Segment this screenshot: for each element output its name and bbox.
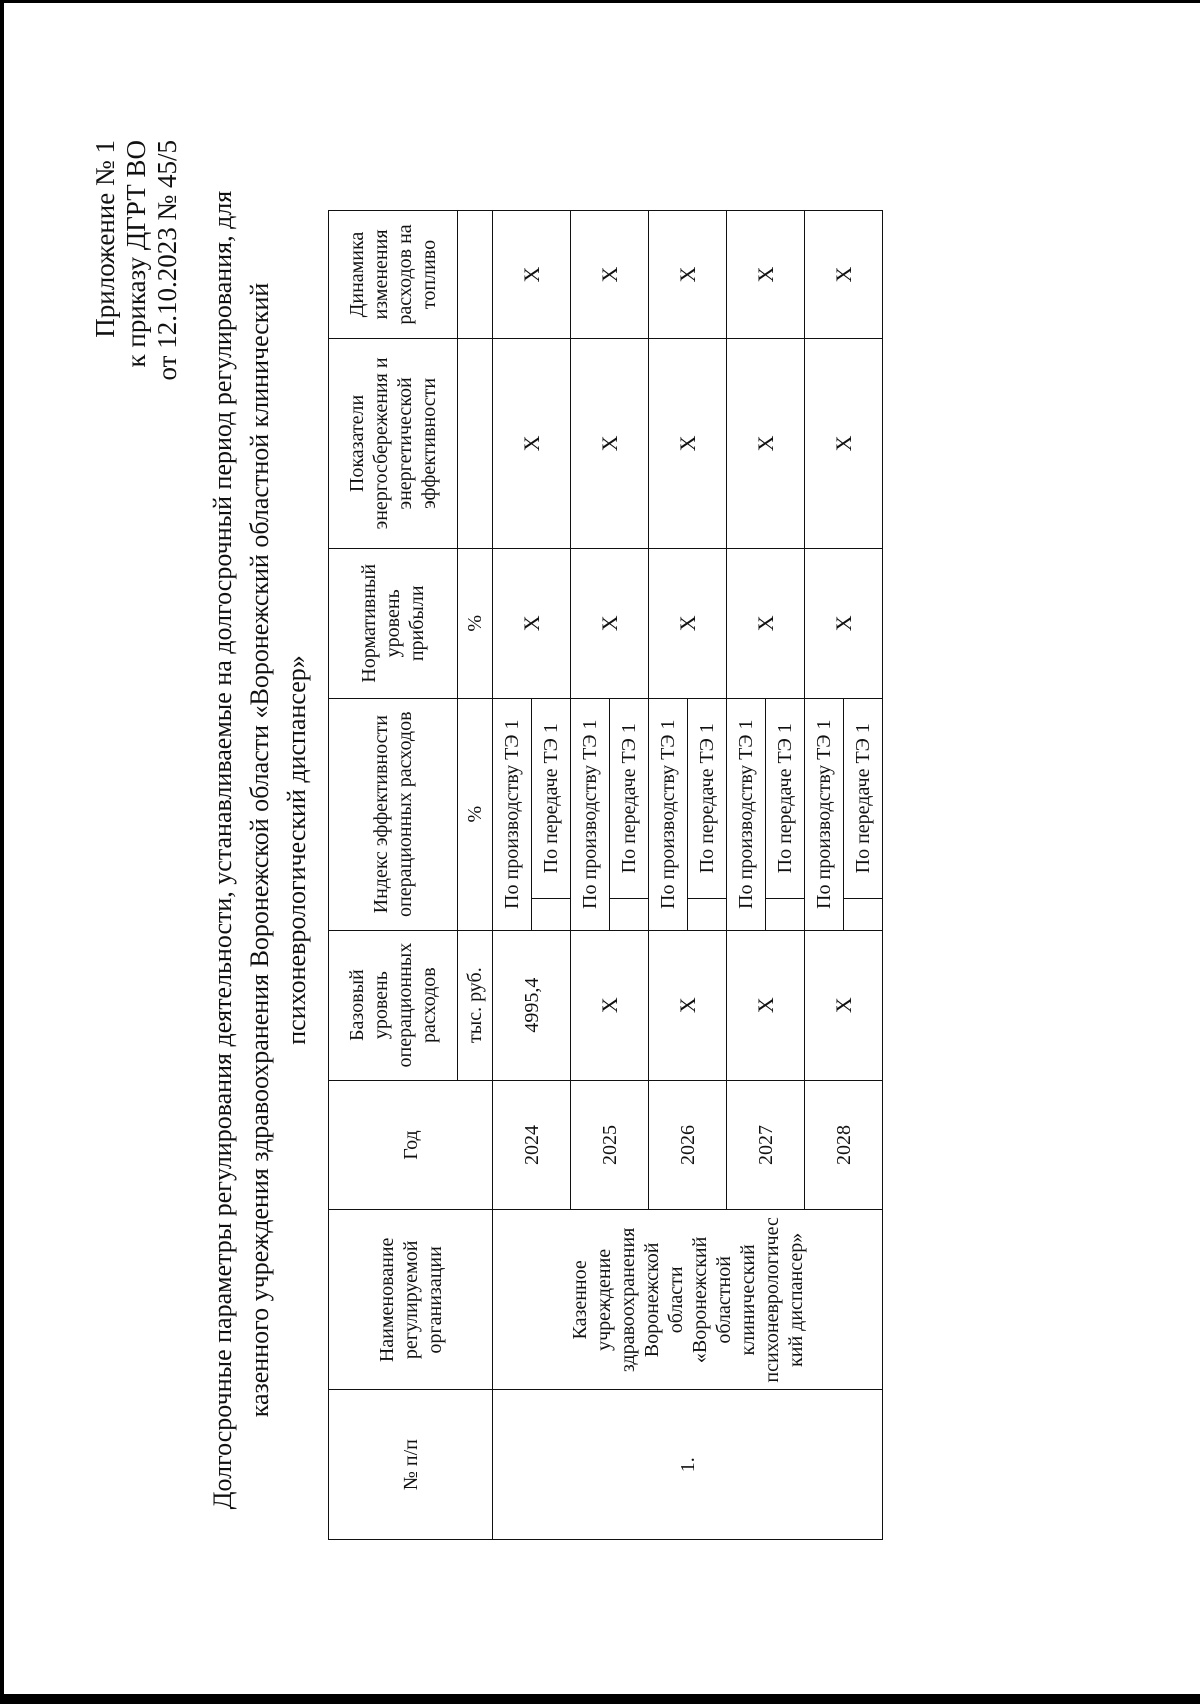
- header-index: Индекс эффективности операционных расходов: [329, 698, 458, 930]
- index-spacer: [766, 898, 805, 930]
- title-line-1: Долгосрочные параметры регулирования деятельности, устанавливаемые на долгосрочный период регулирования, для: [208, 190, 237, 1510]
- organization-name: Казенное учреждение здравоохранения Воронежской области «Воронежский областной клинический психоневрологичес кий диспансер»: [493, 1210, 883, 1390]
- year-cell: 2028: [805, 1080, 883, 1210]
- index-spacer: [532, 898, 571, 930]
- header-year: Год: [329, 1080, 493, 1210]
- header-energy: Показатели энергосбережения и энергетической эффективности: [329, 338, 458, 548]
- base-value: X: [571, 930, 649, 1080]
- fuel-value: X: [571, 211, 649, 339]
- unit-base: тыс. руб.: [458, 930, 493, 1080]
- energy-value: X: [493, 338, 571, 548]
- index-spacer: [610, 898, 649, 930]
- profit-value: X: [649, 548, 727, 698]
- index-spacer: [688, 898, 727, 930]
- appendix-line-1: Приложение № 1: [90, 140, 120, 338]
- energy-value: X: [727, 338, 805, 548]
- index-transmission: По передаче ТЭ 1: [844, 698, 883, 898]
- appendix-line-2: к приказу ДГРТ ВО: [121, 140, 151, 368]
- energy-value: X: [649, 338, 727, 548]
- unit-profit: %: [458, 548, 493, 698]
- fuel-value: X: [493, 211, 571, 339]
- index-production: По производству ТЭ 1: [805, 698, 844, 930]
- profit-value: X: [571, 548, 649, 698]
- header-profit: Нормативный уровень прибыли: [329, 548, 458, 698]
- profit-value: X: [727, 548, 805, 698]
- header-num: № п/п: [329, 1390, 493, 1540]
- index-production: По производству ТЭ 1: [493, 698, 532, 930]
- document-title: [204, 100, 315, 1600]
- scan-border-bottom: [0, 1694, 1200, 1704]
- title-line-2: казенного учреждения здравоохранения Воронежской области «Воронежский областной клинический: [245, 282, 274, 1418]
- header-org: Наименование регулируемой организации: [329, 1210, 493, 1390]
- header-fuel: Динамика изменения расходов на топливо: [329, 211, 458, 339]
- index-production: По производству ТЭ 1: [727, 698, 766, 930]
- index-spacer: [844, 898, 883, 930]
- index-production: По производству ТЭ 1: [649, 698, 688, 930]
- year-cell: 2025: [571, 1080, 649, 1210]
- base-value: X: [727, 930, 805, 1080]
- fuel-value: X: [649, 211, 727, 339]
- base-value: X: [805, 930, 883, 1080]
- appendix-line-3: от 12.10.2023 № 45/5: [152, 140, 182, 381]
- header-base: Базовый уровень операционных расходов: [329, 930, 458, 1080]
- rotated-document-page: [80, 100, 1120, 1600]
- table-row: [493, 211, 532, 1540]
- year-cell: 2026: [649, 1080, 727, 1210]
- index-transmission: По передаче ТЭ 1: [610, 698, 649, 898]
- energy-value: X: [571, 338, 649, 548]
- index-transmission: По передаче ТЭ 1: [532, 698, 571, 898]
- profit-value: X: [493, 548, 571, 698]
- base-value: 4995,4: [493, 930, 571, 1080]
- year-cell: 2027: [727, 1080, 805, 1210]
- title-line-3: психоневрологический диспансер»: [282, 655, 311, 1045]
- row-number: 1.: [493, 1390, 883, 1540]
- table-header-row: [329, 211, 458, 1540]
- fuel-value: X: [805, 211, 883, 339]
- energy-value: X: [805, 338, 883, 548]
- scan-border-left: [0, 0, 4, 1704]
- index-production: По производству ТЭ 1: [571, 698, 610, 930]
- base-value: X: [649, 930, 727, 1080]
- parameters-table: [328, 210, 883, 1540]
- appendix-header: [90, 140, 183, 380]
- unit-fuel: [458, 211, 493, 339]
- unit-energy: [458, 338, 493, 548]
- fuel-value: X: [727, 211, 805, 339]
- profit-value: X: [805, 548, 883, 698]
- year-cell: 2024: [493, 1080, 571, 1210]
- scan-border-top: [0, 0, 1200, 3]
- unit-index: %: [458, 698, 493, 930]
- index-transmission: По передаче ТЭ 1: [766, 698, 805, 898]
- index-transmission: По передаче ТЭ 1: [688, 698, 727, 898]
